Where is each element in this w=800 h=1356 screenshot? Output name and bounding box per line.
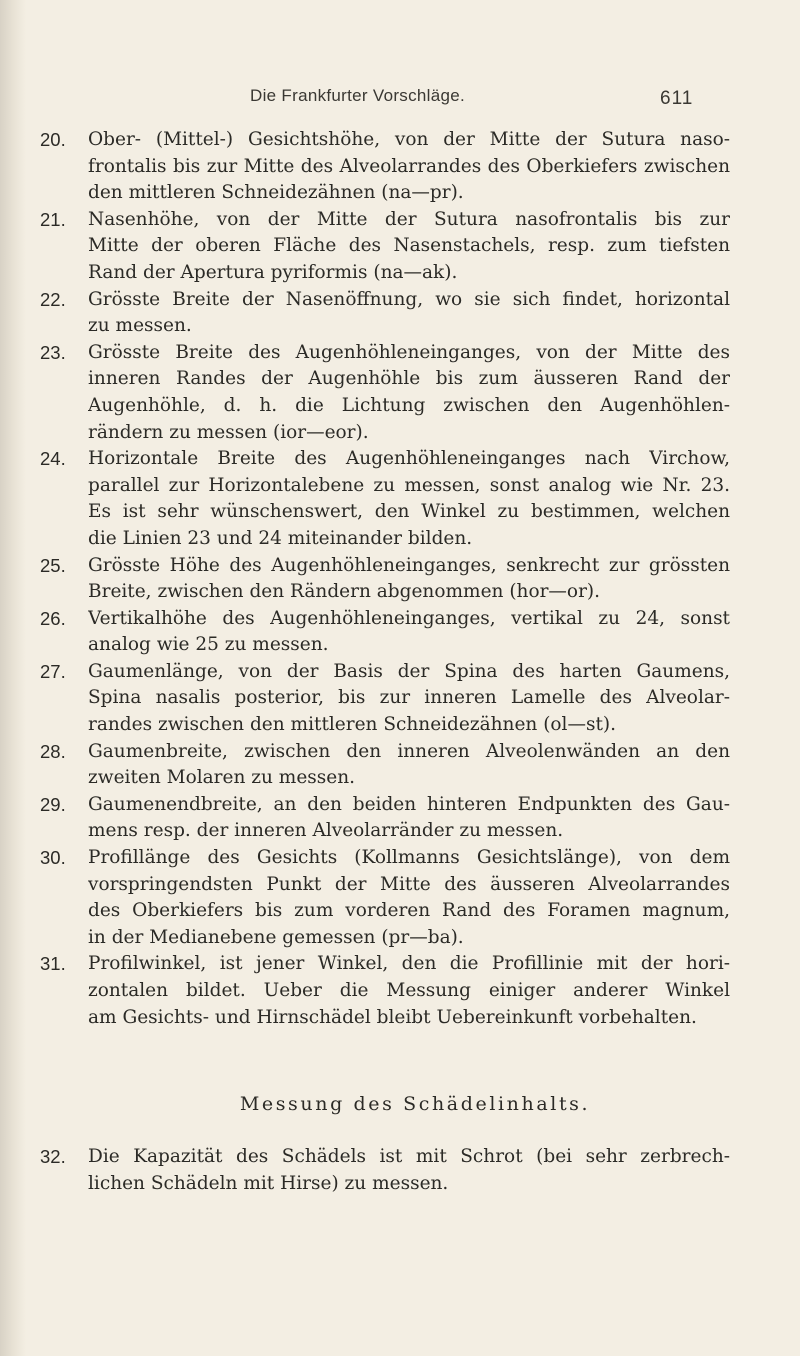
- item-text-line: Spina nasalis posterior, bis zur inneren Lamelle des Alveolar-: [88, 687, 730, 709]
- item-text-line: Augenhöhle, d. h. die Lichtung zwischen den Augenhöhlen-: [88, 394, 730, 416]
- list-item: [40, 207, 730, 287]
- list-item: [40, 553, 730, 606]
- item-text-line: in der Medianebene gemessen (pr—ba).: [88, 926, 464, 948]
- item-text-line: Profillänge des Gesichts (Kollmanns Gesichtslänge), von dem: [88, 847, 730, 869]
- item-number: 31.: [40, 953, 66, 975]
- list-item: [40, 845, 730, 951]
- item-text-line: des Oberkiefers bis zum vorderen Rand des Foramen magnum,: [88, 900, 730, 922]
- list-item: [40, 1144, 730, 1197]
- item-text-line: zweiten Molaren zu messen.: [88, 767, 356, 789]
- list-item: [40, 340, 730, 446]
- list-item: [40, 287, 730, 340]
- running-title: Die Frankfurter Vorschläge.: [250, 86, 466, 105]
- item-number: 32.: [40, 1146, 66, 1167]
- item-number: 30.: [40, 847, 66, 869]
- item-text-line: lichen Schädeln mit Hirse) zu messen.: [88, 1172, 449, 1194]
- item-text-line: Gaumenendbreite, an den beiden hinteren Endpunkten des Gau-: [88, 793, 730, 815]
- list-item: [40, 606, 730, 659]
- item-text-line: Ober- (Mittel-) Gesichtshöhe, von der Mitte der Sutura naso-: [88, 129, 730, 150]
- item-number: 24.: [40, 448, 66, 470]
- item-text-line: Gaumenlänge, von der Basis der Spina des harten Gaumens,: [88, 660, 730, 682]
- measurement-list-continued: [40, 1144, 730, 1197]
- item-number: 25.: [40, 554, 66, 576]
- item-text-line: Grösste Breite der Nasenöffnung, wo sie sich findet, horizontal: [88, 288, 730, 310]
- item-text-line: Breite, zwischen den Rändern abgenommen (hor—or).: [88, 581, 601, 603]
- item-text-line: Die Kapazität des Schädels ist mit Schrot (bei sehr zerbrech-: [88, 1146, 730, 1167]
- item-text-line: mens resp. der inneren Alveolarränder zu messen.: [88, 820, 564, 842]
- item-text-line: Horizontale Breite des Augenhöhleneinganges nach Virchow,: [88, 448, 730, 470]
- item-text-line: zontalen bildet. Ueber die Messung einiger anderer Winkel: [88, 980, 730, 1001]
- item-text-line: Nasenhöhe, von der Mitte der Sutura nasofrontalis bis zur: [88, 208, 730, 230]
- item-text-line: am Gesichts- und Hirnschädel bleibt Uebereinkunft vorbehalten.: [88, 1006, 697, 1028]
- list-item: [40, 792, 730, 845]
- item-text-line: Vertikalhöhe des Augenhöhleneinganges, vertikal zu 24, sonst: [88, 607, 730, 629]
- item-text-line: analog wie 25 zu messen.: [88, 634, 329, 656]
- item-text-line: rändern zu messen (ior—eor).: [88, 421, 369, 443]
- item-number: 21.: [40, 208, 66, 230]
- item-number: 26.: [40, 607, 66, 629]
- item-number: 22.: [40, 288, 66, 310]
- item-number: 29.: [40, 793, 66, 815]
- item-text-line: Grösste Höhe des Augenhöhleneinganges, senkrecht zur grössten: [88, 554, 730, 576]
- page-header: [0, 86, 800, 116]
- item-number: 20.: [40, 129, 66, 150]
- page-binding-shadow: [0, 0, 26, 1356]
- item-text-line: die Linien 23 und 24 miteinander bilden.: [88, 527, 473, 549]
- item-text-line: vorspringendsten Punkt der Mitte des äusseren Alveolarrandes: [88, 873, 730, 895]
- item-number: 28.: [40, 740, 66, 762]
- list-item: [40, 127, 730, 207]
- list-item: [40, 659, 730, 739]
- item-number: 27.: [40, 660, 66, 682]
- item-text-line: Grösste Breite des Augenhöhleneinganges, von der Mitte des: [88, 341, 730, 363]
- item-number: 23.: [40, 341, 66, 363]
- item-text-line: parallel zur Horizontalebene zu messen, sonst analog wie Nr. 23.: [88, 474, 730, 496]
- section-heading: Messung des Schädelinhalts.: [239, 1093, 591, 1115]
- list-item: [40, 739, 730, 792]
- page-number: 611: [660, 88, 694, 109]
- item-text-line: inneren Randes der Augenhöhle bis zum äusseren Rand der: [88, 368, 730, 390]
- item-text-line: Profilwinkel, ist jener Winkel, den die Profillinie mit der hori-: [88, 953, 730, 975]
- measurement-list: [40, 127, 730, 1031]
- item-text-line: den mittleren Schneidezähnen (na—pr).: [88, 182, 464, 204]
- item-text-line: Es ist sehr wünschenswert, den Winkel zu bestimmen, welchen: [88, 501, 730, 523]
- item-text-line: zu messen.: [88, 315, 192, 337]
- item-text-line: randes zwischen den mittleren Schneidezähnen (ol—st).: [88, 714, 616, 736]
- item-text-line: Rand der Apertura pyriformis (na—ak).: [88, 261, 458, 283]
- list-item: [40, 951, 730, 1031]
- item-text-line: frontalis bis zur Mitte des Alveolarrandes des Oberkiefers zwischen: [88, 155, 730, 177]
- list-item: [40, 446, 730, 552]
- item-text-line: Gaumenbreite, zwischen den inneren Alveolenwänden an den: [88, 740, 730, 762]
- item-text-line: Mitte der oberen Fläche des Nasenstachels, resp. zum tiefsten: [88, 235, 730, 257]
